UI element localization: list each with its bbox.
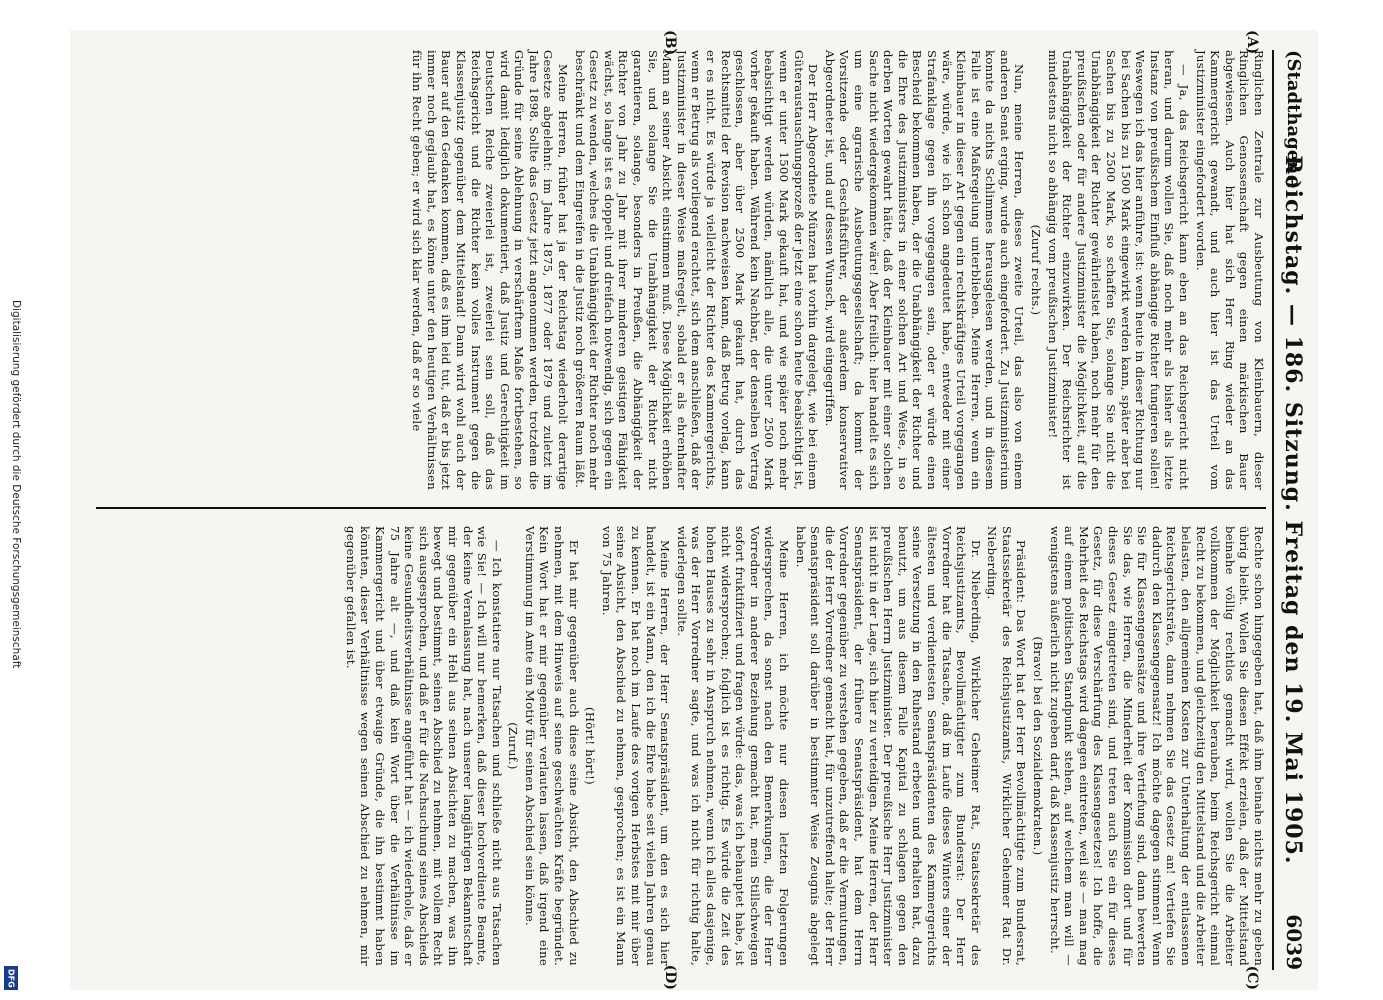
digitization-credit xyxy=(4,300,24,960)
paragraph: Dr. Nieberding, Wirklicher Geheimer Rat, Staatssekretär des Reichsjustizamts, Bevollmächtigter zum Bundesrat: Der Herr Vorredner hat die Tatsache, daß im Laufe dieses Winters einer der ältesten und verdientesten Senatspräsidenten des Kammergerichts seine Versetzung in den Ruhestand erbeten und erhalten hat, dazu benutzt, um aus diesem Falle Kapital zu schlagen gegen den preußischen Herrn Justizminister. Der preußische Herr Justizminister ist nicht in der Lage, sich hier zu verteidigen. Meine Herren, der Herr Senatspräsident, der frühere Senatspräsident, hat dem Herrn Vorredner gegenüber zu verstehen gegeben, daß er die Vermutungen, die der Herr Vorredner gemacht hat, für unzutreffend halte; der Herr Senatspräsident soll darüber in bestimmter Weise Zeugnis abgelegt haben. xyxy=(793,526,983,966)
paragraph: Er hat mir gegenüber auch diese seine Absicht, den Abschied zu nehmen, mit dem Hinweis auf seine geschwächten Kräfte begründet. Kein Wort hat er mir gegenüber verlauten lassen, daß irgend eine Verstimmung im Amte ein Motiv für seinen Abschied sein könne. xyxy=(522,526,581,966)
paragraph: Nun, meine Herren, dieses zweite Urteil, das also von einem anderen Senat erging, wurde auch eingefordert. Zu Justizministerium konnte da nichts Schlimmes herausgelesen werden, und in diesem Falle ist eine Maßregelung unterblieben. Meine Herren, wenn ein Kleinbauer in dieser Art gegen ein rechtskräftiges Urteil vorgegangen wäre, würde, wie ich schon angedeutet habe, entweder mit einer Strafanklage gegen ihn vorgegangen sein, oder er würde einen Bescheid bekommen haben, der die Unabhängigkeit der Richter und die Ehre des Justizministers in einer solchen Art und Weise, in so derben Worten gewahrt hätte, daß der Kleinbauer mit einer solchen Sache nicht wiedergekommen wäre! Aber freilich: hier handelt es sich um eine agrarische Ausbeutungsgesellschaft; da kommt der Vorsitzende oder Geschäftsführer, der außerdem konservativer Abgeordneter ist, und auf dessen Wunsch, wird eingegriffen. xyxy=(822,50,1027,490)
paragraph: Präsident: Das Wort hat der Herr Bevollmächtigte zum Bundesrat, Staatssekretär des Reichsjustizamts, Wirklicher Geheimer Rat Dr. Nieberding. xyxy=(985,526,1029,966)
interjection: (Bravo! bei den Sozialdemokraten.) xyxy=(1031,636,1046,856)
header-title: Reichstag. — 186. Sitzung. Freitag den 19. Mai 1905. xyxy=(1280,155,1306,865)
left-column xyxy=(408,50,1266,490)
paragraph: — Ja, das Reichsgericht kann eben an das Reichsgericht nicht heran, und darum wollen Sie, daß noch mehr als bisher als letzte Instanz von preußischem Einfluß abhängige Richter fungieren sollen! Weswegen ich das hier anführe, ist: wenn heute in dieser Richtung nur bei Sachen bis zu 1500 Mark eingewirkt werden kann, später aber bei Sachen bis zu 2500 Mark, so schaffen Sie, solange Sie nicht die Unabhängigkeit der Richter gewährleistet haben, noch mehr für den preußischen oder für andere Justizminister die Möglichkeit, auf die Unabhängigkeit der Richter einzuwirken. Der Reichsrichter ist mindestens nicht so abhängig vom preußischen Justizminister! xyxy=(1045,50,1192,490)
interjection: (Zuruf.) xyxy=(506,722,521,770)
dfg-logo: DFG xyxy=(4,966,18,990)
margin-mark-c: (C) xyxy=(1244,965,1260,990)
paragraph: Rechte schon hingegeben hat, daß ihm beinahe nichts mehr zu geben übrig bleibt. Wollen Sie diesen Effekt erzielen, daß der Mittelstand beinahe völlig rechtlos gemacht wird, wollen Sie die Arbeiter vollkommen der Möglichkeit berauben, beim Reichsgericht einmal Recht zu bekommen, und gleichzeitig den Mittelstand und die Arbeiter belasten, den allgemeinen Kosten zur Unterhaltung der entlassenen Reichsgerichtsräte, dann nehmen Sie das Gesetz an! Vertiefen Sie dadurch den Klassengegensatz! Ich möchte dagegen stimmen! Wenn Sie für Klassengegensätze und ihre Vertiefung sind, dann bewerten Sie das, wie Herren, die Minderheit der Kommission dort und für dieses Gesetz eingetreten sind, und treten auch Sie ein für dieses Gesetz, für diese Verschärfung des Klassengesetzes! Ich hoffe, die Mehrheit des Reichstags wird dagegen eintreten, weil sie — man mag auf einem politischen Standpunkt stehen, auf welchem man will — wenigstens äußerlich nicht zugeben darf, daß Klassenjustiz herrscht. xyxy=(1047,526,1266,966)
paragraph: Der Herr Abgeordnete Münzen hat vorhin dargelegt, wie bei einem Güteraustauschungsprozeß der jetzt eine schon heute beabsichtigt ist, wenn er unter 1500 Mark gekauft hat, und wie später noch mehr beabsichtigt werden würden, nämlich alle, die unter 2500 Mark vorher gekauft haben. Während kein Nachbar, der denselben Vertrag geschlossen, aber über 2500 Mark gekauft hat, durch das Rechtsmittel der Revision nachweisen kann, daß Betrug vorlag, kann er es nicht. Es würde ja vielleicht der Richter des Kammergerichts, wenn er Betrug als vorliegend erachtet, sich dem anschließen, daß der Justizminister in dieser Weise maßregelt, sobald er als ehrenhafter Mann an seiner Absicht einstimmen muß. Diese Möglichkeit erhöhen Sie, und solange Sie die Unabhängigkeit der Richter nicht garantieren, solange, besonders in Preußen, die Abhängigkeit der Richter von Jahr zu Jahr mit ihrer minderen geistigen Fähigkeit wächst, so lange ist es doppelt und dreifach notwendig, sich gegen ein Gesetz zu wenden, welches die Unabhängigkeit der Richter noch mehr beschränkt und dem Eingreifen in die Justiz noch größeren Raum läßt. xyxy=(572,50,821,490)
paragraph: — Ich konstatiere nur Tatsachen und schließe nicht aus Tatsachen wie Sie! — Ich will nur bemerken, daß dieser hochverdiente Beamte, der keine Veranlassung hat, nach unserer langjährigen Bekanntschaft mir gegenüber ein Hehl aus seinen Absichten zu machen, was ihn bewegt und bestimmt, seinen Abschied zu nehmen, mit vollem Recht sich ausgesprochen, und daß er für die Nachsuchung seines Abschieds keine Gesundheitsverhältnisse angeführt hat — ich wiederhole, daß er 75 Jahre alt —, und daß kein Wort über die Verhältnisse im Kammergericht und über etwaige Gründe, die ihn bestimmt haben könnten, dieser Verhältnisse wegen seinen Abschied zu nehmen, mir gegenüber gefallen ist. xyxy=(343,526,504,966)
interjection: (Zuruf rechts.) xyxy=(1029,224,1044,316)
margin-mark-d: (D) xyxy=(662,964,678,990)
page-header xyxy=(1274,50,1308,970)
paragraph: Meine Herren, ich möchte nur diesen letzten Folgerungen widersprechen, da sonst nach den Bemerkungen, die der Herr Vorredner in anderer Beziehung gemacht hat, mein Stillschweigen sofort fruktifiziert und fragen würde: das, was ich behauptet habe, ist nicht widersprochen; folglich ist es richtig. Es würde die Zeit des hohen Hauses zu sehr in Anspruch nehmen, wenn ich alles dasjenige, was der Herr Vorredner sagte, und was ich nicht für richtig halte, widerlegen sollte. xyxy=(674,526,791,966)
page-number: 6039 xyxy=(1282,914,1306,970)
page-content-rotated xyxy=(70,30,1318,990)
scanned-page xyxy=(70,30,1318,990)
paragraph: Meine Herren, früher hat ja der Reichstag wiederholt derartige Gesetze abgelehnt: im Jahre 1875, 1877 oder 1879 und zuletzt im Jahre 1898. Sollte das Gesetz jetzt angenommen werden, trotzdem die Gründe für seine Ablehnung in verschärftem Maße fortbestehen, so wird damit lediglich dokumentiert, daß Justiz und Gerechtigkeit im Deutschen Reiche zweierlei ist, zweierlei sein soll, daß das Reichsgericht und die Richter kein volles Instrument gegen die Klassenjustiz gegenüber dem Mittelstand! Dann wird wohl auch der Bauer auf den Gedanken kommen, daß es ihm leid tut, daß er bis jetzt immer noch geglaubt hat, es könne unter den heutigen Verhältnissen für ihn Recht geben; er wird sich klar werden, daß er so viele xyxy=(410,50,571,490)
credit-text: Digitalisierung gefördert durch die Deutsche Forschungsgemeinschaft xyxy=(10,300,22,669)
header-speaker: (Stadthagen.) xyxy=(1283,50,1304,190)
paragraph: Ringlichen Zentrale zur Ausbeutung von Kleinbauern, dieser Ringlichen Genossenschaft gegen einen märkischen Bauer abgewiesen. Auch hier hat sich Herr Ring wieder an das Kammergericht gewandt, und auch hier ist das Urteil vom Justizminister eingefordert worden. xyxy=(1193,50,1266,490)
margin-mark-b: (B) xyxy=(662,30,678,56)
interjection: (Hört! hört!) xyxy=(583,707,598,785)
right-column xyxy=(341,526,1266,966)
header-rule xyxy=(1272,50,1274,970)
column-divider xyxy=(96,507,1266,509)
paragraph: Meine Herren, der Herr Senatspräsident, um den es sich hier handelt, ist ein Mann, den ich die Ehre habe seit vielen Jahren genau zu kennen. Er hat noch im Laufe des vorigen Herbstes mit mir über seine Absicht, den Abschied zu nehmen, gesprochen; es ist ein Mann von 75 Jahren. xyxy=(599,526,673,966)
margin-mark-a: (A) xyxy=(1244,30,1260,55)
